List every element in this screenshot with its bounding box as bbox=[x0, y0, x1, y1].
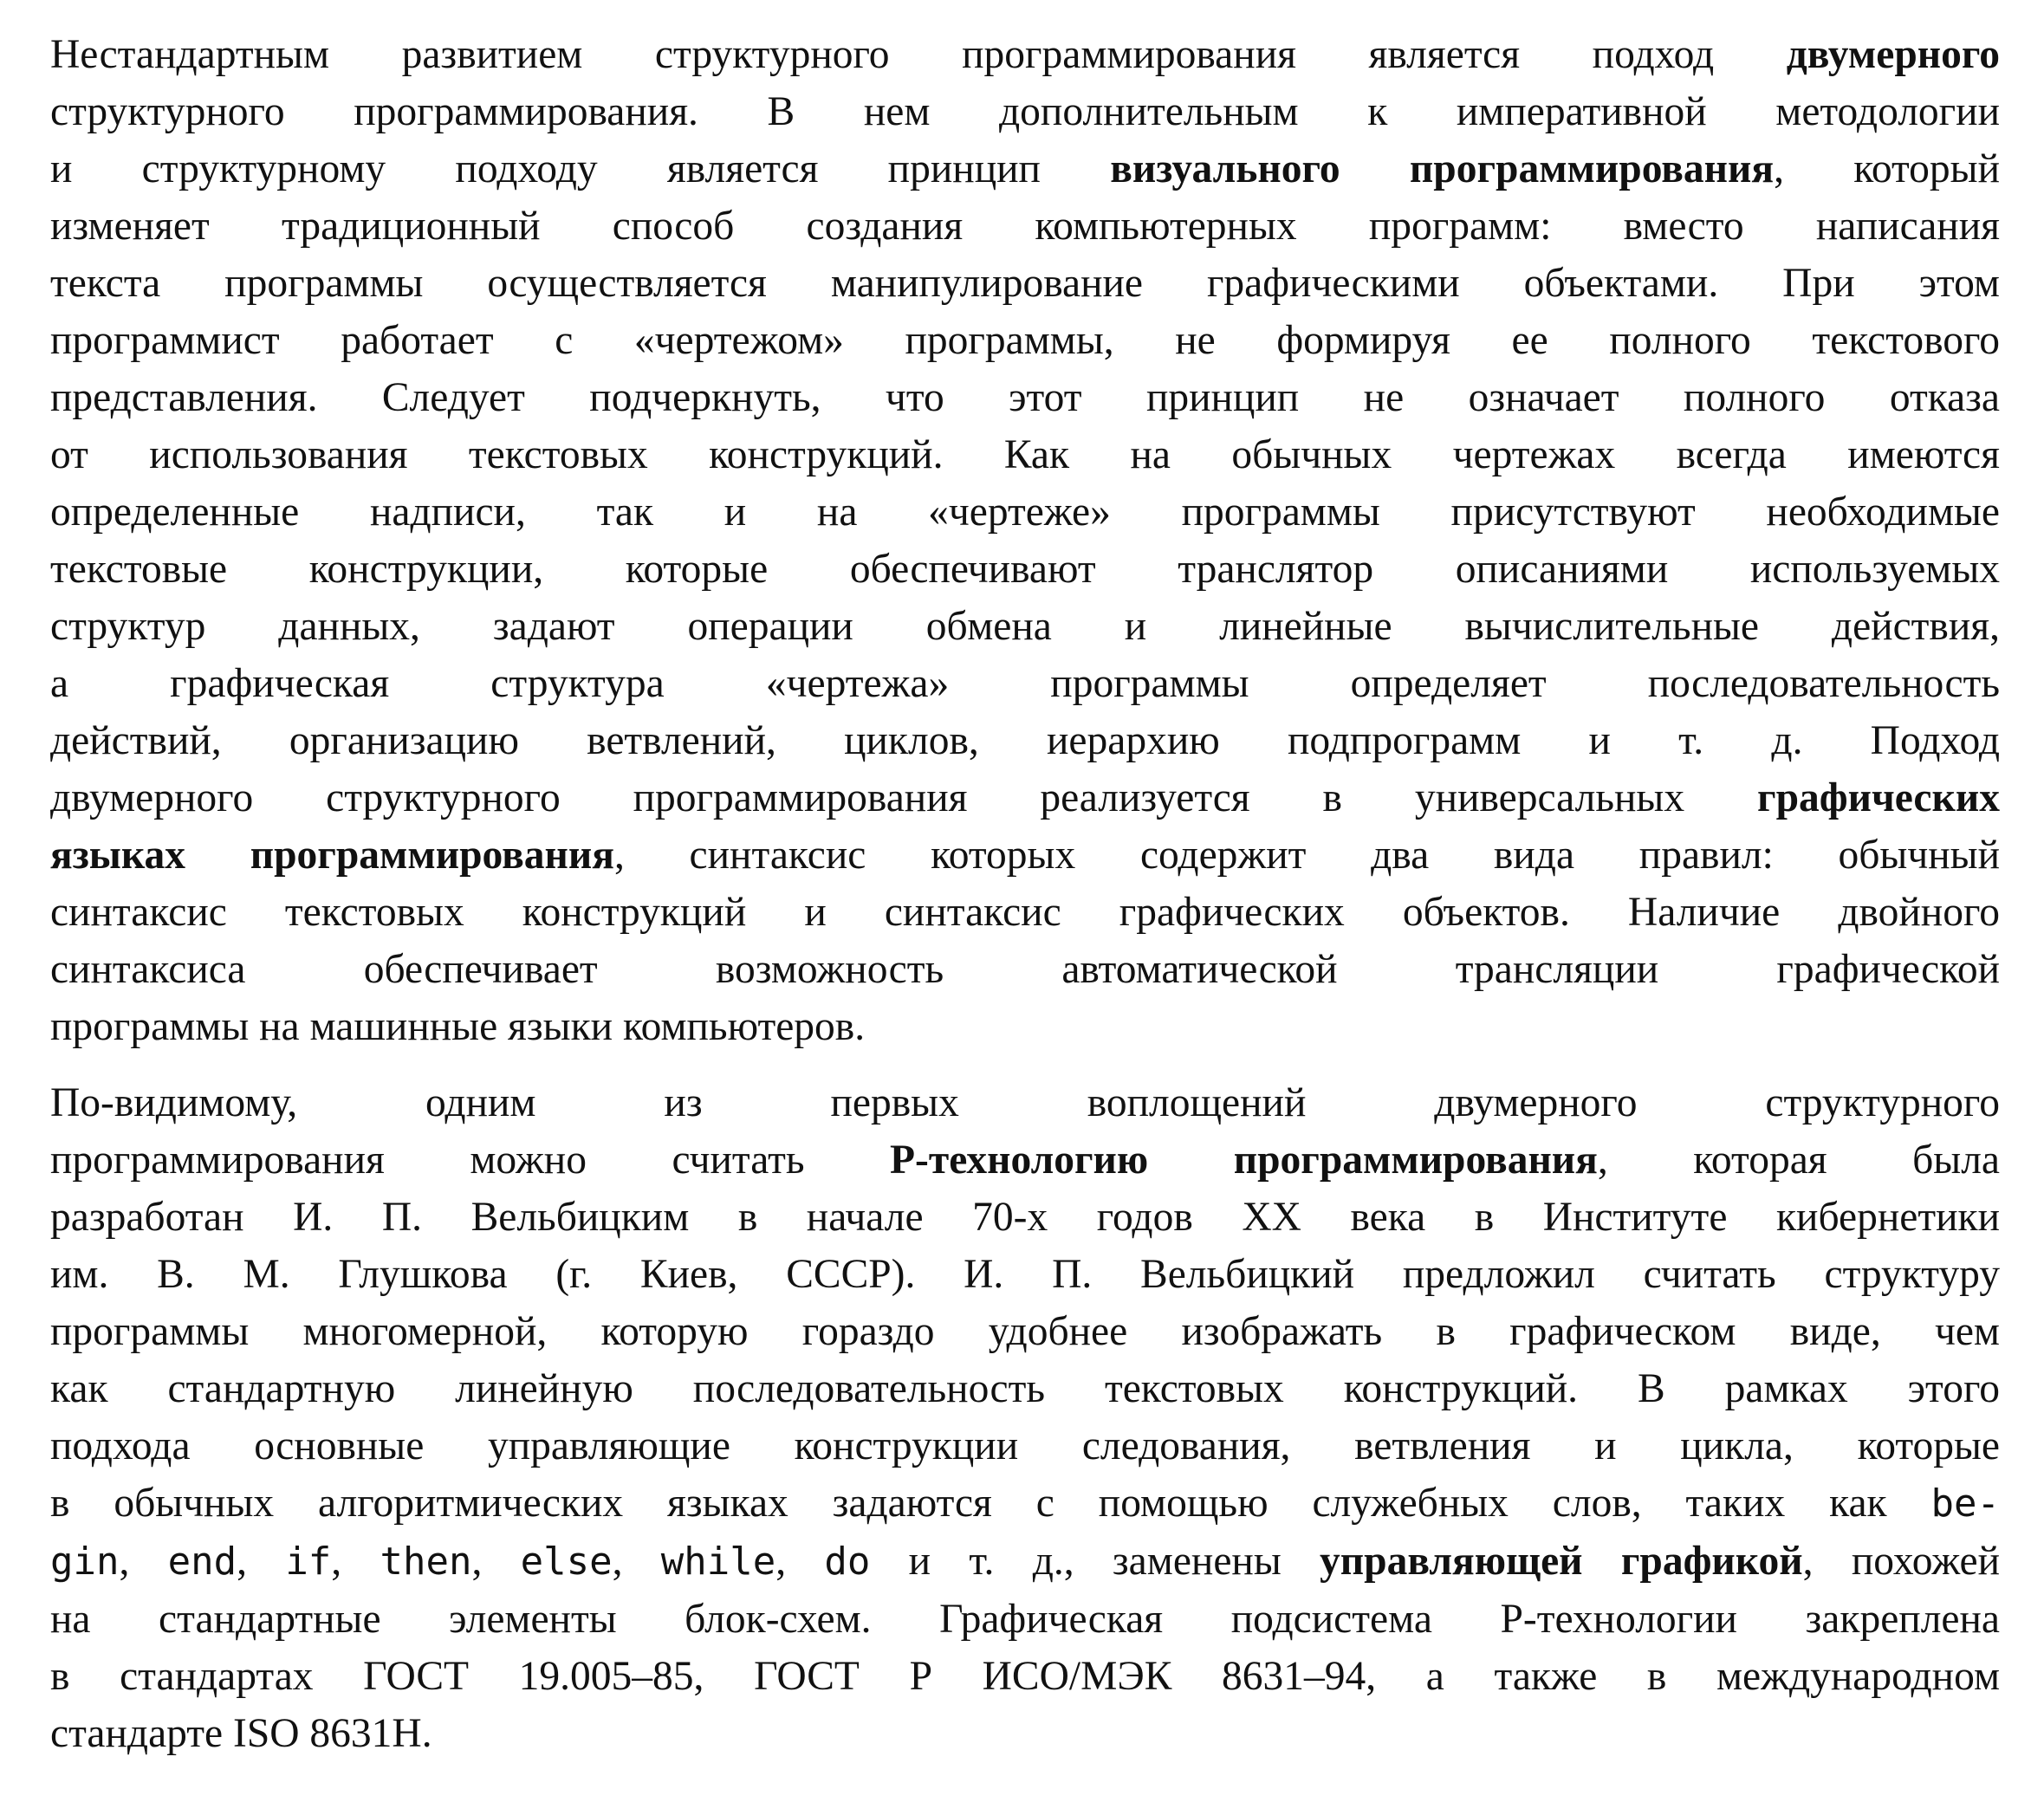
text-line bbox=[50, 255, 2000, 312]
text-line bbox=[50, 998, 2000, 1055]
text-segment: программирования можно считать bbox=[50, 1138, 891, 1183]
text-line bbox=[50, 1591, 2000, 1648]
text-segment: синтаксиса обеспечивает возможность автоматической трансляции графической bbox=[50, 947, 2000, 992]
text-segment: структурного программирования. В нем дополнительным к императивной методологии bbox=[50, 89, 2000, 134]
code-keyword: gin bbox=[50, 1540, 120, 1584]
text-segment: в стандартах ГОСТ 19.005–85, ГОСТ Р ИСО/МЭК 8631–94, а также в международном bbox=[50, 1654, 2000, 1699]
code-keyword: while bbox=[660, 1540, 776, 1584]
text-line bbox=[50, 426, 2000, 483]
text-segment: структур данных, задают операции обмена и линейные вычислительные действия, bbox=[50, 604, 2000, 649]
text-segment: изменяет традиционный способ создания компьютерных программ: вместо написания bbox=[50, 204, 2000, 249]
text-line bbox=[50, 826, 2000, 884]
text-segment: , похожей bbox=[1802, 1539, 2001, 1584]
text-segment: , bbox=[612, 1539, 661, 1584]
text-segment: , bbox=[471, 1539, 521, 1584]
bold-term: языках программирования bbox=[50, 833, 614, 878]
code-keyword: do bbox=[824, 1540, 871, 1584]
text-line bbox=[50, 1246, 2000, 1303]
bold-term: двумерного bbox=[1786, 32, 2000, 77]
text-segment: определенные надписи, так и на «чертеже» программы присутствуют необходимые bbox=[50, 489, 2000, 535]
text-segment: на стандартные элементы блок-схем. Графическая подсистема Р-технологии закреплена bbox=[50, 1597, 2000, 1642]
text-segment: , bbox=[237, 1539, 286, 1584]
text-segment: текста программы осуществляется манипулирование графическими объектами. При этом bbox=[50, 261, 2000, 306]
paragraph bbox=[50, 26, 2000, 1055]
text-line bbox=[50, 369, 2000, 426]
text-line bbox=[50, 655, 2000, 712]
text-segment: разработан И. П. Вельбицким в начале 70-х годов XX века в Институте кибернетики bbox=[50, 1195, 2000, 1240]
text-line bbox=[50, 312, 2000, 369]
text-segment: представления. Следует подчеркнуть, что этот принцип не означает полного отказа bbox=[50, 375, 2000, 420]
text-line bbox=[50, 1360, 2000, 1417]
text-line bbox=[50, 483, 2000, 541]
code-keyword: be- bbox=[1930, 1481, 2000, 1526]
code-keyword: end bbox=[167, 1540, 237, 1584]
text-line bbox=[50, 712, 2000, 769]
paragraph bbox=[50, 1074, 2000, 1762]
text-segment: По-видимому, одним из первых воплощений двумерного структурного bbox=[50, 1080, 2000, 1125]
text-segment: программы на машинные языки компьютеров. bbox=[50, 1004, 866, 1049]
text-line bbox=[50, 1131, 2000, 1189]
text-segment: программы многомерной, которую гораздо удобнее изображать в графическом виде, чем bbox=[50, 1309, 2000, 1354]
text-line bbox=[50, 541, 2000, 598]
text-line bbox=[50, 1475, 2000, 1533]
text-segment: и структурному подходу является принцип bbox=[50, 146, 1111, 191]
text-segment: , который bbox=[1774, 146, 2000, 191]
text-line bbox=[50, 1189, 2000, 1246]
text-segment: , которая была bbox=[1597, 1138, 2000, 1183]
text-segment: в обычных алгоритмических языках задаются с помощью служебных слов, таких как bbox=[50, 1481, 1931, 1526]
bold-term: визуального программирования bbox=[1110, 146, 1775, 191]
text-line bbox=[50, 26, 2000, 83]
text-line bbox=[50, 598, 2000, 655]
text-segment: , bbox=[331, 1539, 380, 1584]
text-line bbox=[50, 884, 2000, 941]
text-segment: , bbox=[119, 1539, 168, 1584]
text-line bbox=[50, 769, 2000, 826]
text-segment: программист работает с «чертежом» программы, не формируя ее полного текстового bbox=[50, 318, 2000, 363]
text-segment: и т. д., заменены bbox=[870, 1539, 1320, 1584]
text-line bbox=[50, 1705, 2000, 1762]
text-line bbox=[50, 1074, 2000, 1131]
text-segment: Нестандартным развитием структурного программирования является подход bbox=[50, 32, 1787, 77]
bold-term: Р-технологию программирования bbox=[890, 1138, 1598, 1183]
text-segment: как стандартную линейную последовательность текстовых конструкций. В рамках этого bbox=[50, 1366, 2000, 1411]
text-line bbox=[50, 83, 2000, 140]
bold-term: управляющей графикой bbox=[1320, 1539, 1803, 1584]
text-line bbox=[50, 140, 2000, 198]
code-keyword: else bbox=[520, 1540, 613, 1584]
text-segment: стандарте ISO 8631H. bbox=[50, 1711, 432, 1756]
text-line bbox=[50, 1303, 2000, 1360]
text-line bbox=[50, 198, 2000, 255]
text-segment: двумерного структурного программирования реализуется в универсальных bbox=[50, 775, 1757, 820]
text-segment: действий, организацию ветвлений, циклов, иерархию подпрограмм и т. д. Подход bbox=[50, 718, 2000, 763]
text-segment: синтаксис текстовых конструкций и синтаксис графических объектов. Наличие двойного bbox=[50, 890, 2000, 935]
bold-term: графических bbox=[1757, 775, 2000, 820]
text-line bbox=[50, 1648, 2000, 1705]
text-segment: текстовые конструкции, которые обеспечивают транслятор описаниями используемых bbox=[50, 547, 2000, 592]
code-keyword: then bbox=[380, 1540, 472, 1584]
text-segment: а графическая структура «чертежа» программы определяет последовательность bbox=[50, 661, 2000, 706]
text-segment: , синтаксис которых содержит два вида правил: обычный bbox=[613, 833, 2000, 878]
text-segment: от использования текстовых конструкций. Как на обычных чертежах всегда имеются bbox=[50, 432, 2000, 477]
text-line bbox=[50, 1533, 2000, 1591]
text-segment: подхода основные управляющие конструкции следования, ветвления и цикла, которые bbox=[50, 1423, 2000, 1468]
document-page bbox=[50, 26, 2000, 1762]
text-segment: им. В. М. Глушкова (г. Киев, СССР). И. П. Вельбицкий предложил считать структуру bbox=[50, 1252, 2000, 1297]
text-line bbox=[50, 1417, 2000, 1475]
text-line bbox=[50, 941, 2000, 998]
code-keyword: if bbox=[285, 1540, 332, 1584]
text-segment: , bbox=[775, 1539, 825, 1584]
